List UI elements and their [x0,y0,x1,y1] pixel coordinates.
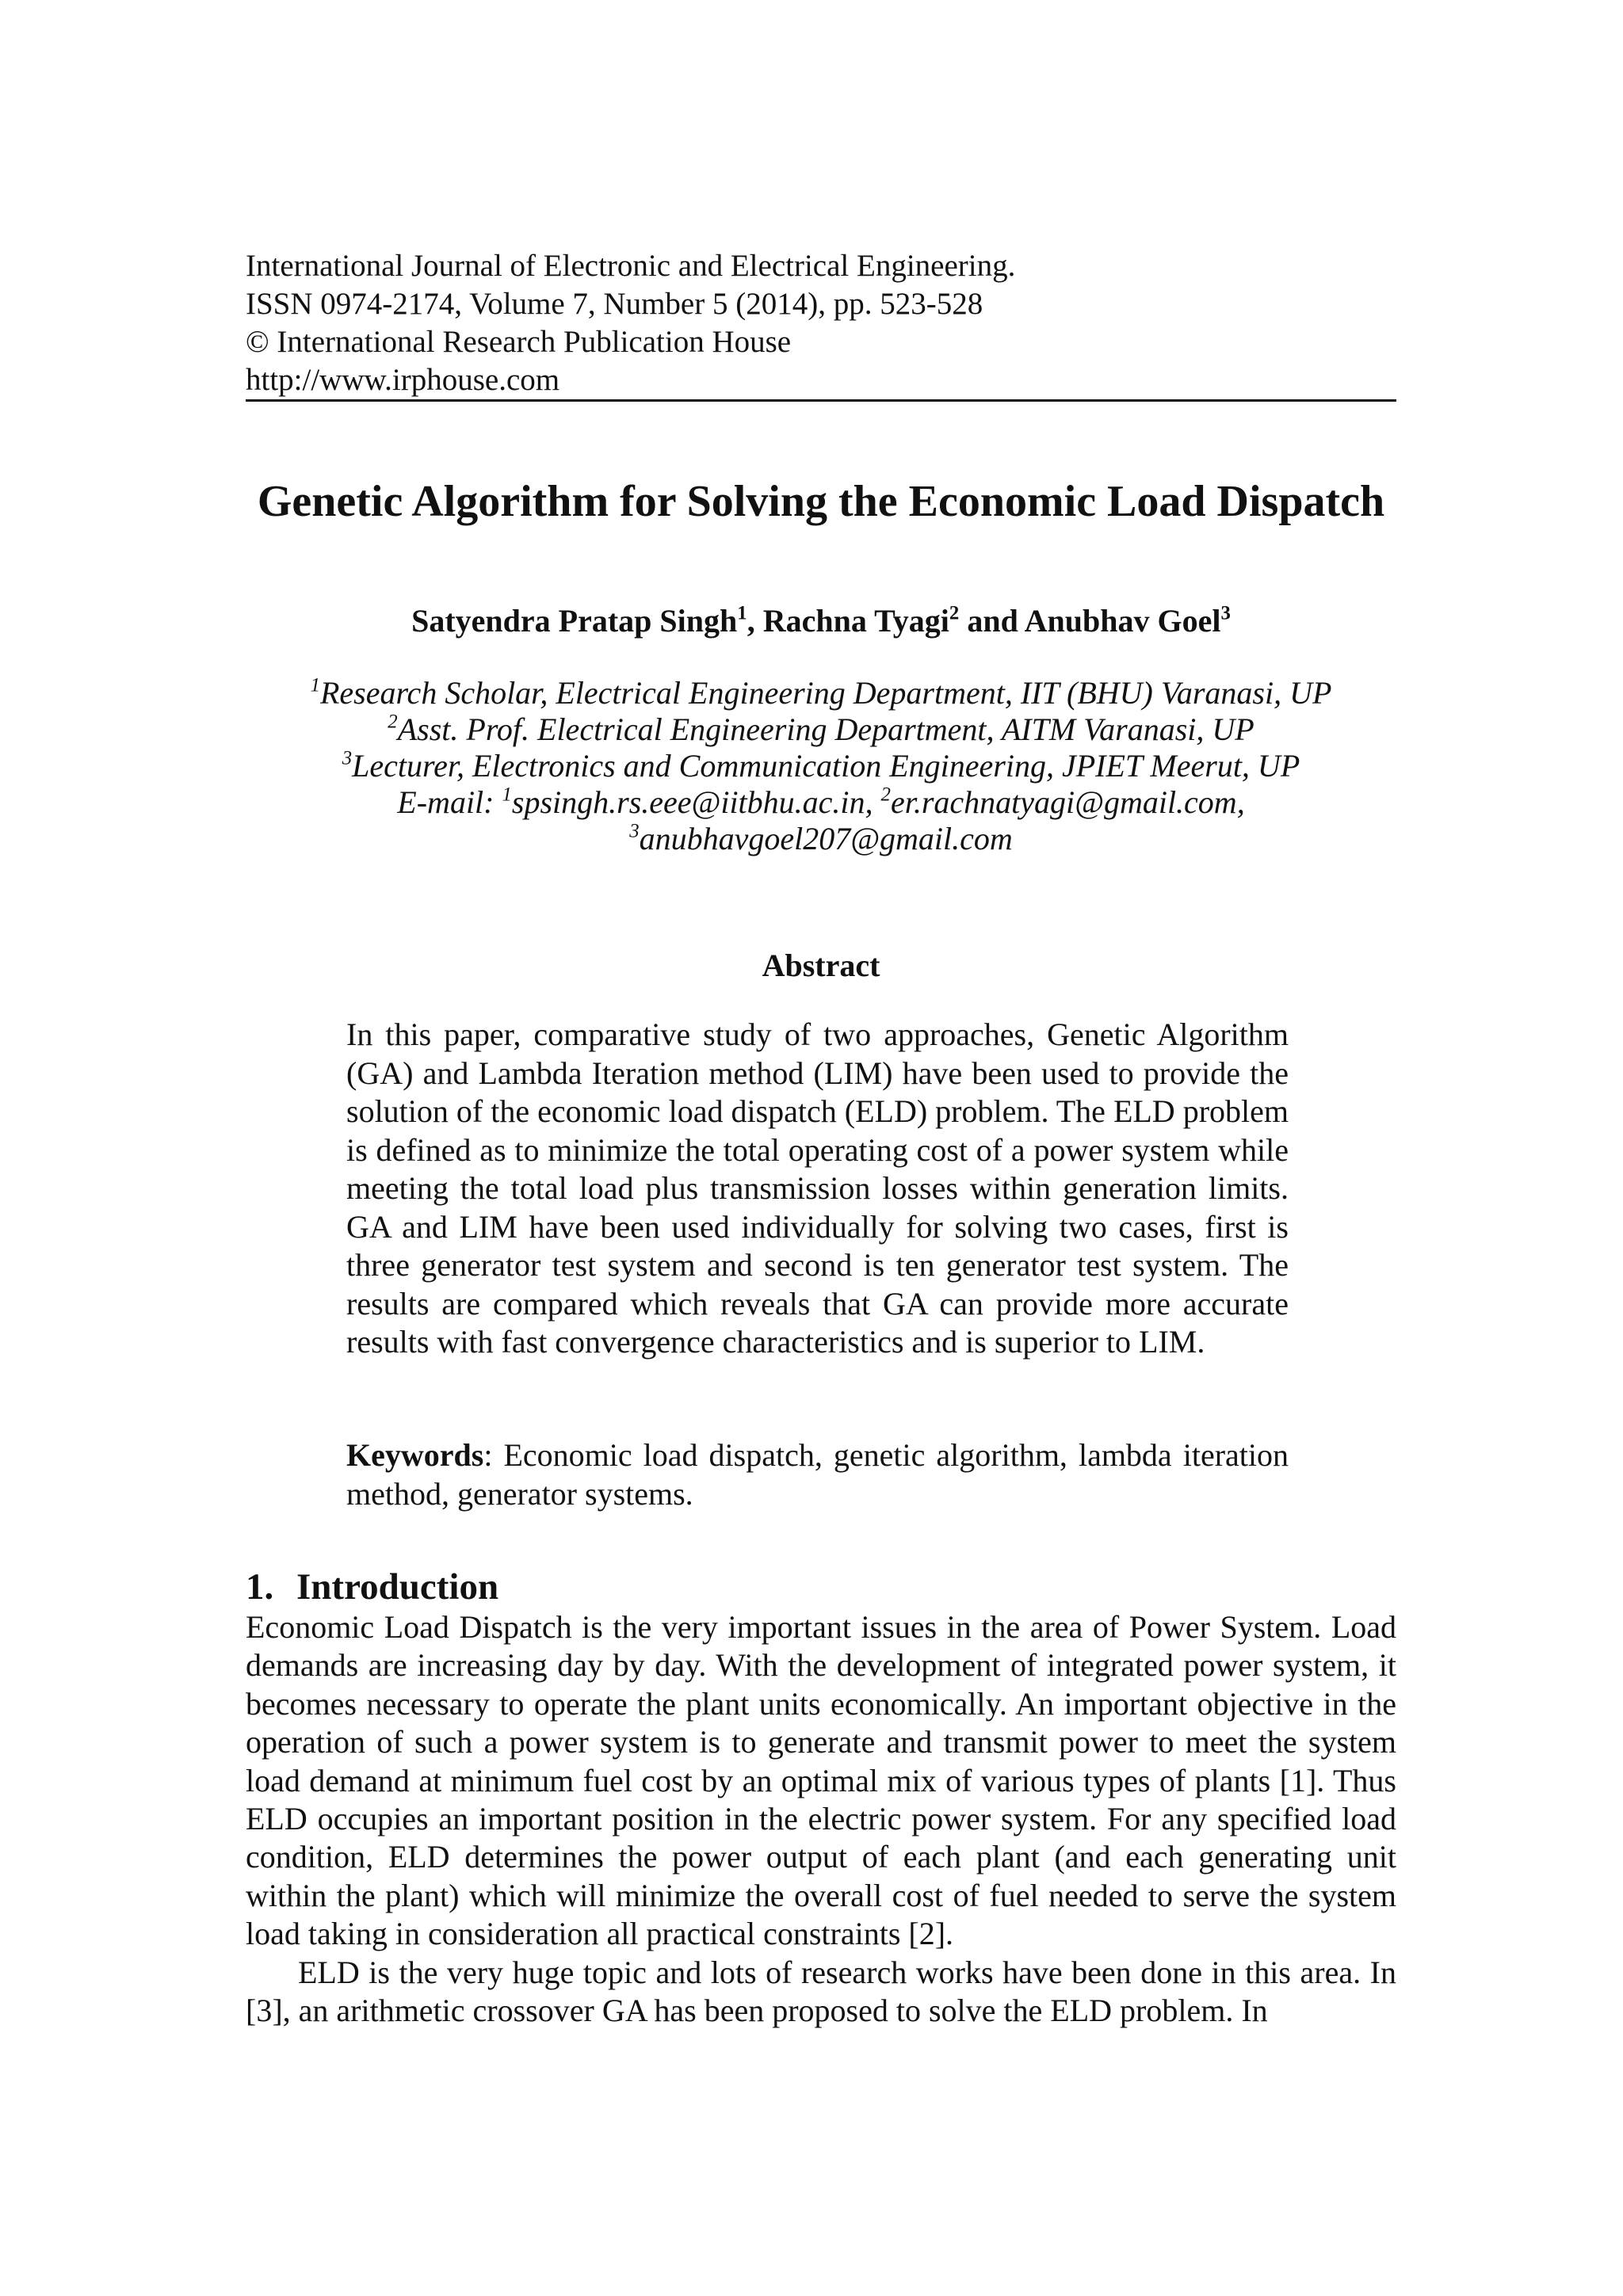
email-address[interactable]: er.rachnatyagi@gmail.com, [890,784,1245,820]
keywords-paragraph [346,1436,1289,1513]
email-address[interactable]: spsingh.rs.eee@iitbhu.ac.in, [511,784,881,820]
journal-url[interactable]: http://www.irphouse.com [246,363,560,397]
author-separator: and [959,603,1025,639]
author-name: Satyendra Pratap Singh [411,603,738,639]
email-label: E-mail: [397,784,502,820]
author-superscript: 3 [1220,602,1231,624]
author-name: Anubhav Goel [1024,603,1221,639]
section-heading-introduction [246,1565,1396,1609]
email-line [246,784,1396,821]
affiliation-text: Research Scholar, Electrical Engineering Department, IIT (BHU) Varanasi, UP [319,675,1332,711]
author-separator: , [747,603,763,639]
affiliation-line [246,748,1396,784]
affiliation-text: Lecturer, Electronics and Communication Engineering, JPIET Meerut, UP [352,748,1300,784]
affiliation-line [246,711,1396,748]
section-title: Introduction [296,1566,499,1608]
author-superscript: 2 [949,602,960,624]
keywords-label: Keywords [346,1437,484,1473]
journal-name: International Journal of Electronic and Electrical Engineering. [246,249,1016,283]
introduction-paragraph-1: Economic Load Dispatch is the very important issues in the area of Power System. Load demands are increasing day by day. With the development of integrated power system, it becomes necessary to operate the plant units economically. An important objective in the operation of such a power system is to generate and transmit power to meet the system load demand at minimum fuel cost by an optimal mix of various types of plants [1]. Thus ELD occupies an important position in the electric power system. For any specified load condition, ELD determines the power output of each plant (and each generating unit within the plant) which will minimize the overall cost of fuel needed to serve the system load taking in consideration all practical constraints [2]. [246,1609,1396,1952]
introduction-paragraph-2: ELD is the very huge topic and lots of research works have been done in this area. In [3], an arithmetic crossover GA has been proposed to solve the ELD problem. In [246,1955,1396,2029]
publisher-line: © International Research Publication House [246,325,792,359]
affiliations [246,675,1396,857]
affiliation-superscript: 2 [388,711,398,733]
author-list [246,601,1396,642]
author-name: Rachna Tyagi [762,603,949,639]
abstract-text: In this paper, comparative study of two approaches, Genetic Algorithm (GA) and Lambda Iteration method (LIM) have been used to provide the solution of the economic load dispatch (ELD) problem. The ELD problem is defined as to minimize the total operating cost of a power system while meeting the total load plus transmission losses within generation limits. GA and LIM have been used individually for solving two cases, first is three generator test system and second is ten generator test system. The results are compared which reveals that GA can provide more accurate results with fast convergence characteristics and is superior to LIM. [346,1016,1289,1360]
email-line [246,821,1396,857]
email-address[interactable]: anubhavgoel207@gmail.com [639,821,1013,856]
author-superscript: 1 [737,602,747,624]
affiliation-text: Asst. Prof. Electrical Engineering Department, AITM Varanasi, UP [397,711,1254,747]
issn-line: ISSN 0974-2174, Volume 7, Number 5 (2014), pp. 523-528 [246,287,983,321]
affiliation-superscript: 1 [310,674,320,696]
email-superscript: 1 [502,784,512,806]
affiliation-superscript: 3 [342,747,353,769]
email-superscript: 3 [629,820,640,842]
email-superscript: 2 [880,784,891,806]
keywords-text: : Economic load dispatch, genetic algorithm, lambda iteration method, generator systems. [346,1437,1289,1512]
journal-header [246,247,1396,399]
abstract-heading: Abstract [762,948,880,983]
section-number: 1. [246,1566,274,1608]
affiliation-line [246,675,1396,711]
header-divider [246,399,1396,402]
paper-title: Genetic Algorithm for Solving the Economic Load Dispatch [257,477,1385,526]
